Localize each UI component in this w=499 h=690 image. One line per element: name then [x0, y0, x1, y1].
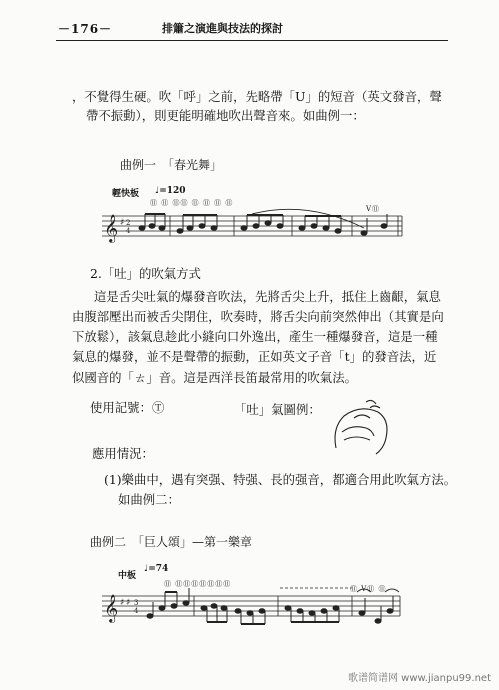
- section-2-heading: 2.「吐」的吹氣方式: [90, 266, 201, 281]
- svg-text:4: 4: [134, 607, 139, 615]
- watermark: 歌谱简谱网 www.jianpu99.net: [348, 673, 491, 684]
- usage-example-ref: 如曲例二：: [118, 492, 180, 507]
- header-rule: [56, 40, 448, 41]
- paragraph-2-line-3: 下放鬆），該氣息趁此小縫向口外逸出，產生一種爆發音，這是一種: [72, 329, 438, 344]
- example-2-tempo-label: 中板: [118, 571, 137, 581]
- breath-diagram-label: 「吐」氣圖例：: [234, 402, 321, 417]
- svg-text:𝄞: 𝄞: [104, 594, 119, 622]
- breath-diagram: [326, 398, 394, 456]
- page-number: －176－: [58, 22, 113, 36]
- example-1-caption: 曲例一 「春光舞」: [120, 158, 223, 172]
- svg-text:4: 4: [126, 227, 131, 235]
- example-1-tempo-label: 輕快板: [112, 189, 140, 199]
- example-1-tempo-value: ♩=120: [155, 186, 186, 196]
- svg-text:♯: ♯: [126, 598, 131, 608]
- paragraph-1-line-1: ，不覺得生硬。吹「呼」之前，先略帶「U」的短音（英文發音，聲: [72, 89, 442, 104]
- paragraph-1-line-2: 帶不振動），則更能明確地吹出聲音來。如曲例一：: [86, 108, 365, 123]
- example-2-mark: ⑪ V⑪ ⑪: [350, 585, 387, 593]
- example-1-mark: V⑪: [366, 205, 381, 213]
- paragraph-2-line-2: 由腹部壓出而被舌尖閉住，吹奏時，將舌尖向前突然伸出（其實是向: [72, 309, 444, 324]
- example-1-fingering: ⑪ ⑪ ⑪⑪ ⑪ ⑪ ⑪ ⑪: [150, 199, 234, 207]
- svg-text:𝄞: 𝄞: [104, 214, 119, 242]
- usage-item-1: (1)樂曲中，遇有突强、特强、長的强音，都適合用此吹氣方法。: [104, 472, 457, 487]
- example-1-score: [102, 206, 412, 250]
- svg-text:♯: ♯: [120, 218, 125, 228]
- example-2-score: [102, 586, 408, 638]
- svg-text:2: 2: [126, 219, 131, 227]
- svg-text:♯: ♯: [120, 598, 125, 608]
- paragraph-2-line-4: 氣息的爆發，並不是聲帶的振動，正如英文子音「t」的發音法，近: [72, 349, 437, 364]
- notation-label: 使用記號：Ⓣ: [90, 400, 165, 415]
- example-2-tempo-value: ♩=74: [144, 564, 169, 574]
- svg-text:3: 3: [134, 599, 139, 607]
- paragraph-2-line-1: 這是舌尖吐氣的爆發音吹法，先將舌尖上升，抵住上齒齦，氣息: [94, 289, 441, 304]
- usage-heading: 應用情況：: [92, 446, 154, 461]
- example-2-fingering: ⑪ ⑪⑪⑪⑪⑪⑪⑪: [164, 580, 232, 588]
- running-title: 排簫之演進與技法的探討: [162, 22, 283, 35]
- example-2-caption: 曲例二 「巨人頌」—第一樂章: [90, 535, 253, 549]
- paragraph-2-line-5: 似國音的「ㄊ」音。這是西洋長笛最常用的吹氣法。: [72, 370, 357, 385]
